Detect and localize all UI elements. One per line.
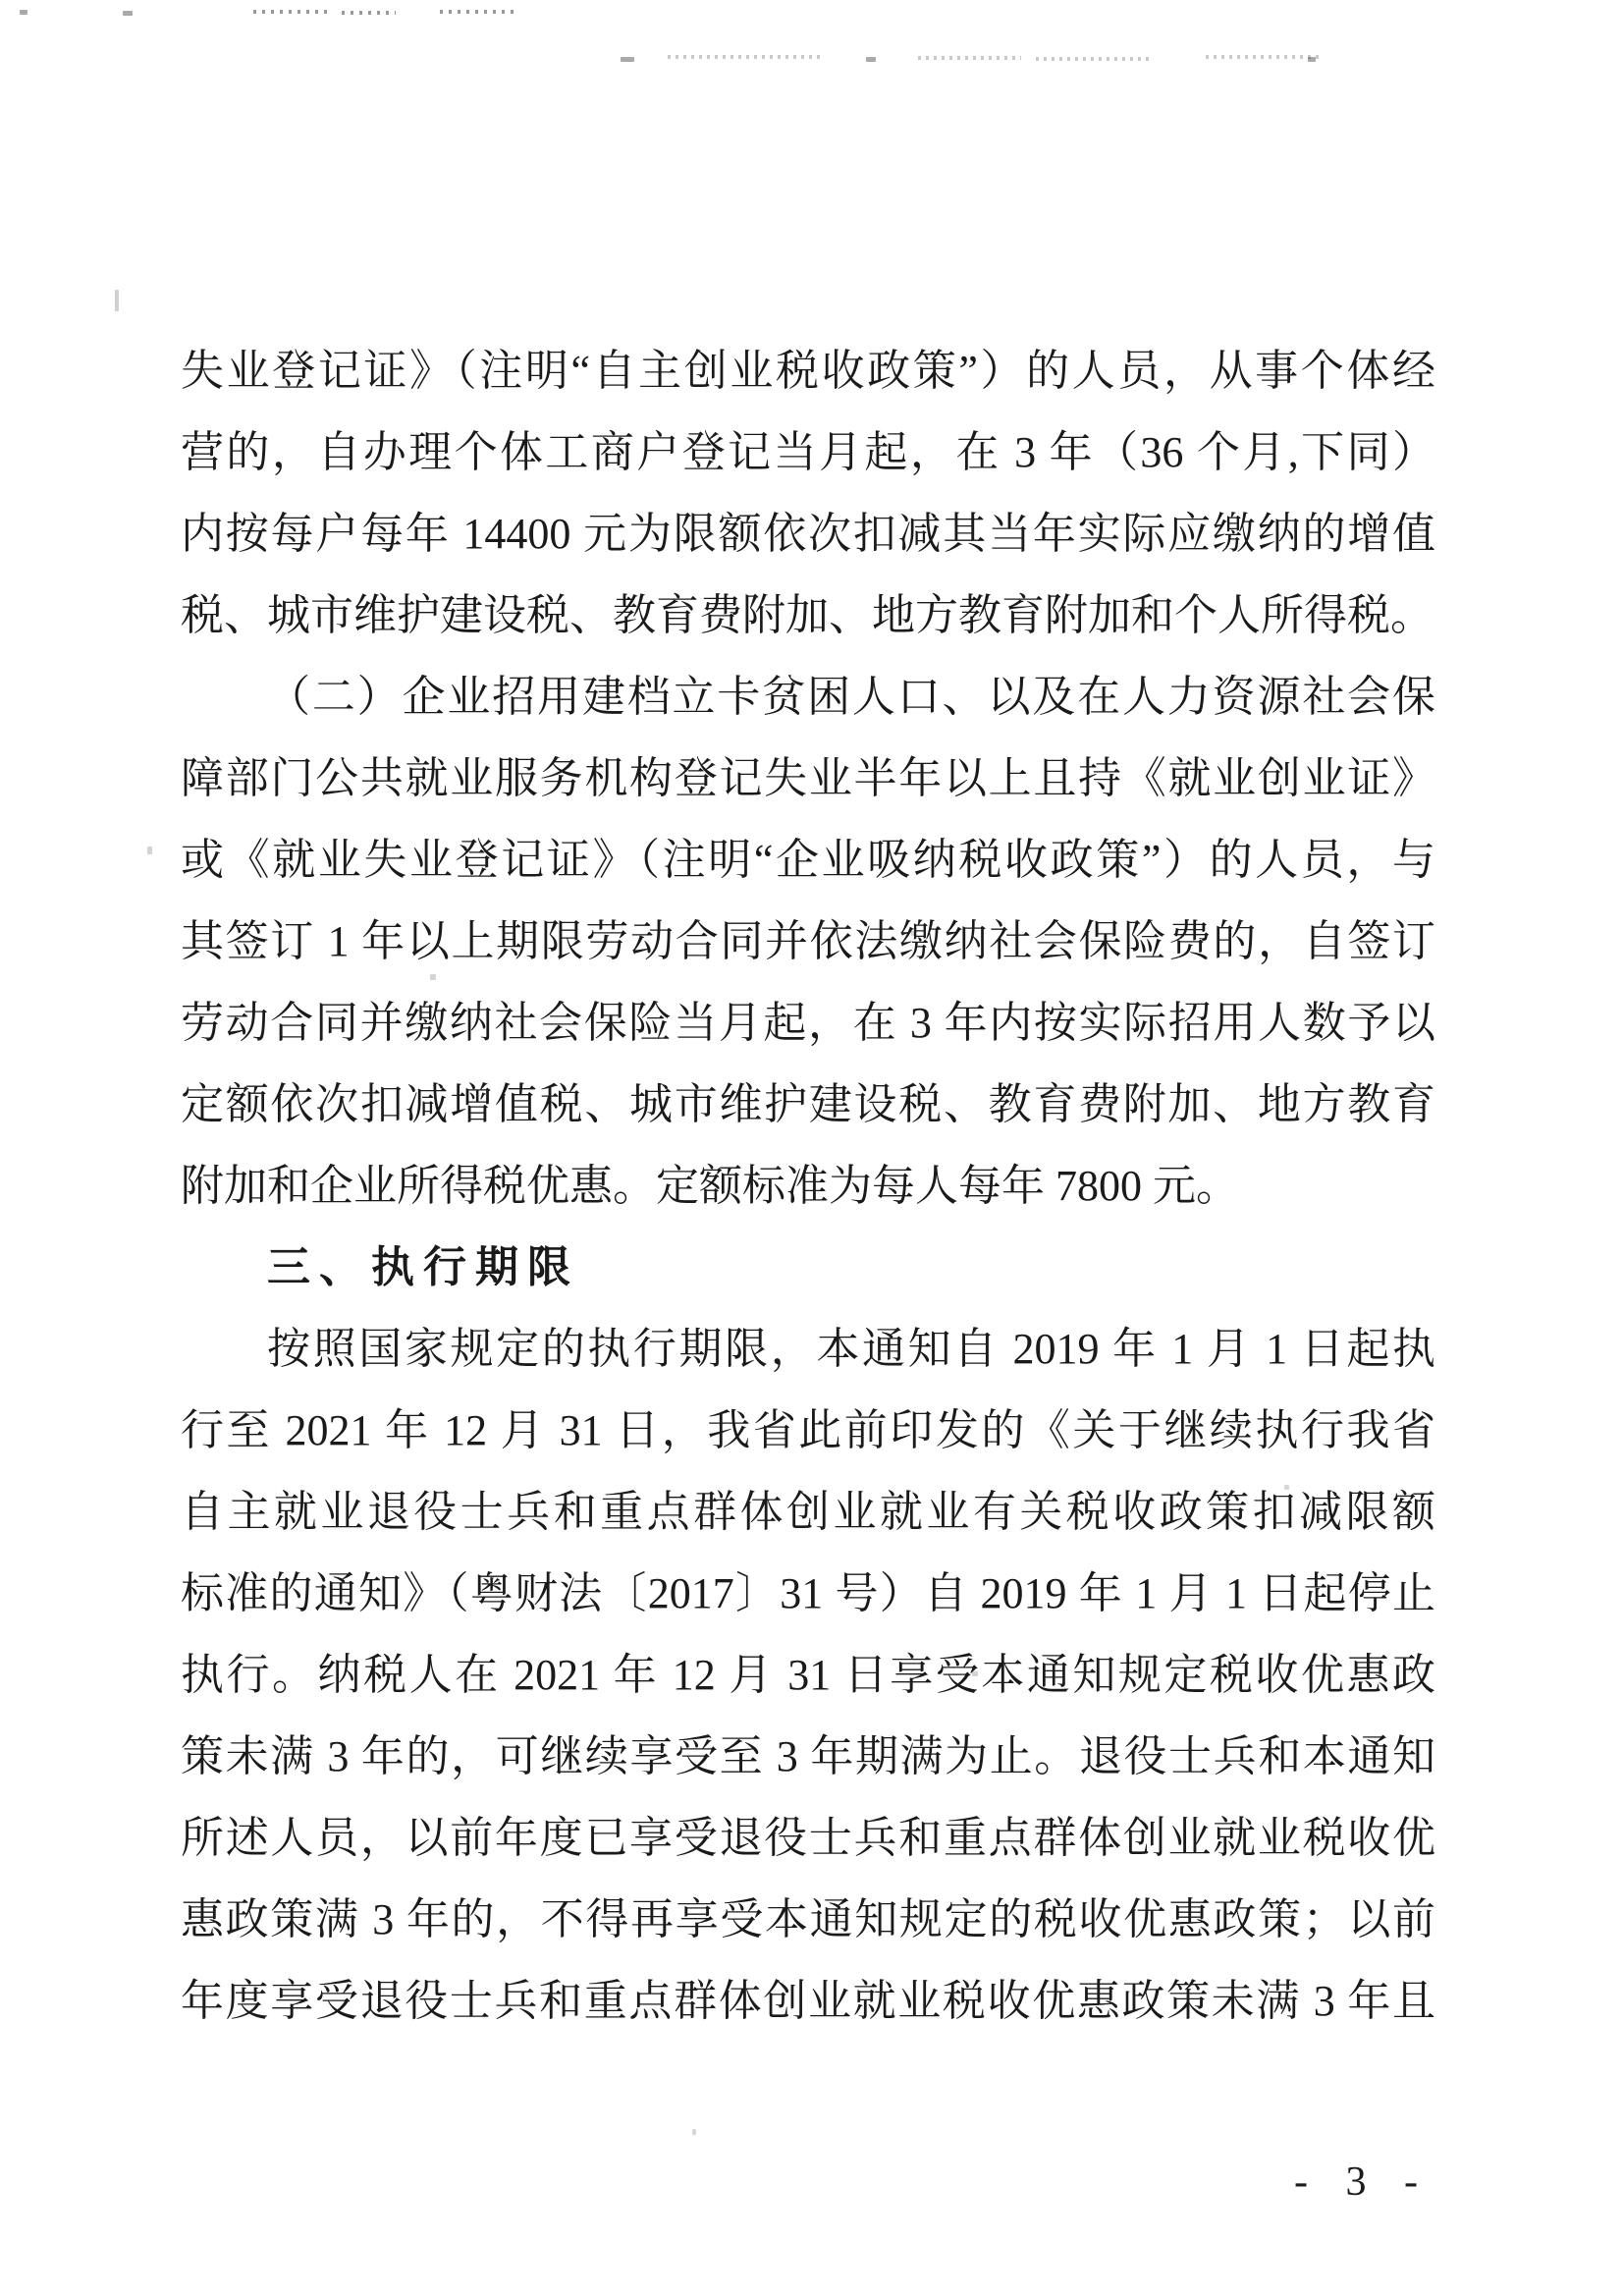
text-line: 策未满 3 年的，可继续享受至 3 年期满为止。退役士兵和本通知 [181,1732,1435,1780]
text-line: 其签订 1 年以上期限劳动合同并依法缴纳社会保险费的，自签订 [181,917,1435,965]
document-body [181,330,1435,2042]
text-line: 内按每户每年 14400 元为限额依次扣减其当年实际应缴纳的增值 [181,510,1435,558]
text-line: 税、城市维护建设税、教育费附加、地方教育附加和个人所得税。 [181,591,1434,639]
section-heading: 三、执行期限 [267,1243,579,1291]
scan-artifact [20,10,27,15]
text-line: 或《就业失业登记证》（注明“企业吸纳税收政策”）的人员，与 [181,836,1435,884]
scan-artifact [147,847,152,854]
text-line: 所述人员，以前年度已享受退役士兵和重点群体创业就业税收优 [181,1814,1435,1862]
scan-artifact [115,290,119,311]
text-line: 自主就业退役士兵和重点群体创业就业有关税收政策扣减限额 [181,1488,1435,1536]
text-line: 行至 2021 年 12 月 31 日，我省此前印发的《关于继续执行我省 [181,1406,1435,1454]
scan-artifact [866,57,876,62]
scan-artifact [668,55,825,59]
text-line: 定额依次扣减增值税、城市维护建设税、教育费附加、地方教育 [181,1080,1435,1128]
scan-artifact [1036,57,1149,61]
text-line: 年度享受退役士兵和重点群体创业就业税收优惠政策未满 3 年且 [181,1977,1435,2025]
scan-artifact [342,11,396,15]
scan-artifact [692,2129,696,2135]
text-line: 标准的通知》（粤财法〔2017〕31 号）自 2019 年 1 月 1 日起停止 [181,1569,1435,1617]
text-line: 附加和企业所得税优惠。定额标准为每人每年 7800 元。 [181,1162,1239,1210]
text-line: 劳动合同并缴纳社会保险当月起，在 3 年内按实际招用人数予以 [181,999,1435,1047]
scan-artifact [1308,57,1316,62]
scan-artifact [253,10,327,14]
text-line: 营的，自办理个体工商户登记当月起，在 3 年（36 个月,下同） [181,428,1435,476]
text-line: （二）企业招用建档立卡贫困人口、以及在人力资源社会保 [267,673,1435,721]
scan-artifact [918,56,1021,60]
scan-artifact [621,57,634,62]
text-line: 按照国家规定的执行期限，本通知自 2019 年 1 月 1 日起执 [267,1325,1435,1373]
scan-artifact [123,11,133,16]
scan-artifact [1206,55,1322,59]
text-line: 障部门公共就业服务机构登记失业半年以上且持《就业创业证》 [181,754,1435,802]
scan-artifact [440,10,518,14]
text-line: 失业登记证》（注明“自主创业税收政策”）的人员，从事个体经 [181,347,1435,395]
text-line: 惠政策满 3 年的，不得再享受本通知规定的税收优惠政策；以前 [181,1895,1435,1943]
page-number: - 3 - [1294,2159,1432,2205]
text-line: 执行。纳税人在 2021 年 12 月 31 日享受本通知规定税收优惠政 [181,1651,1435,1699]
